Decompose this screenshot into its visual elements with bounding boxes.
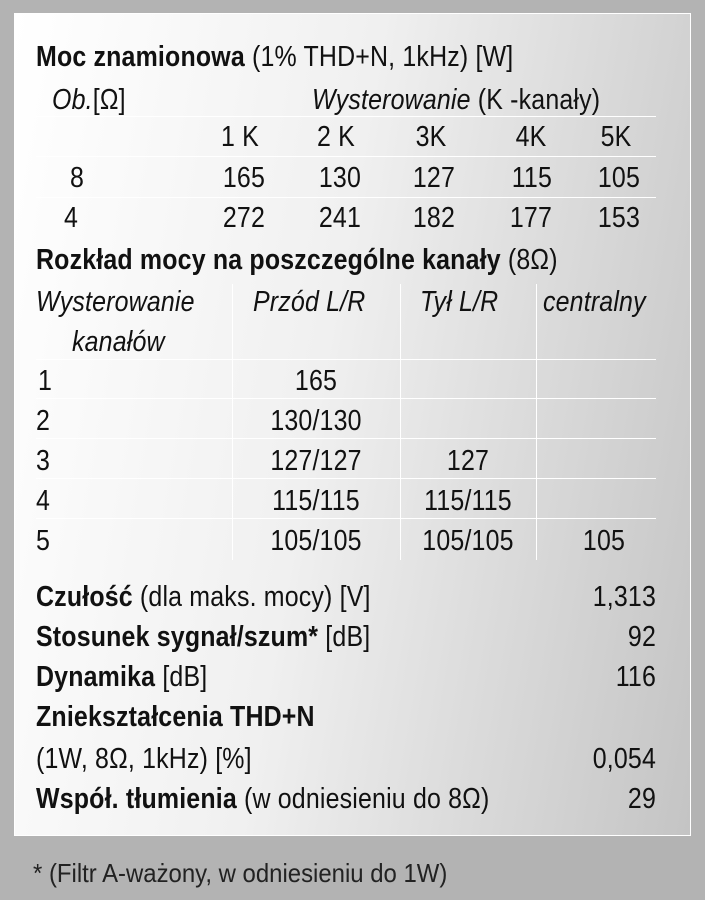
spec-dynamics [36, 660, 207, 694]
spec-thd-detail: (1W, 8Ω, 1kHz) [%] [36, 743, 252, 775]
power-title-bold: Moc znamionowa [36, 41, 245, 73]
spec-detail: (w odniesieniu do 8Ω) [236, 783, 490, 815]
dist-front: 130/130 [270, 405, 362, 437]
dist-header-rear: Tył L/R [420, 286, 499, 318]
dist-row-n: 2 [36, 405, 51, 437]
spec-label: Dynamika [36, 661, 156, 693]
load-label-italic: Ob. [52, 84, 93, 116]
power-cell: 177 [509, 202, 552, 234]
power-title-rest: (1% THD+N, 1kHz) [W] [244, 41, 514, 73]
dist-rear: 127 [446, 445, 490, 477]
rule [36, 398, 656, 399]
power-col-header: 3K [415, 121, 447, 153]
distribution-title [36, 243, 558, 277]
spec-label: Współ. tłumienia [36, 783, 237, 815]
power-row-load: 8 [70, 162, 85, 194]
rule [36, 518, 656, 519]
rule [36, 359, 656, 360]
dist-center: 105 [582, 525, 626, 557]
drive-label-rest: (K -kanały) [470, 84, 601, 116]
spec-detail: [dB] [155, 661, 208, 693]
spec-damping [36, 782, 489, 816]
power-cell: 127 [412, 162, 455, 194]
spec-detail: [dB] [318, 621, 371, 653]
power-col-header: 2 K [317, 121, 355, 153]
power-cell: 272 [222, 202, 265, 234]
rule [36, 116, 656, 117]
load-label-unit: [Ω] [92, 84, 126, 116]
spec-label: Stosunek sygnał/szum* [36, 621, 319, 653]
spec-label: Czułość [36, 581, 133, 613]
rule [36, 197, 656, 198]
dist-row-n: 1 [38, 365, 53, 397]
dist-front: 115/115 [272, 485, 360, 517]
power-cell: 241 [318, 202, 361, 234]
dist-row-n: 5 [36, 525, 51, 557]
dist-rear: 115/115 [424, 485, 512, 517]
distribution-title-rest: (8Ω) [500, 244, 558, 276]
dist-front: 105/105 [270, 525, 362, 557]
spec-sensitivity [36, 580, 371, 614]
dist-front: 127/127 [270, 445, 362, 477]
dist-front: 165 [294, 365, 338, 397]
power-col-header: 5K [600, 121, 632, 153]
footnote: * (Filtr A-ważony, w odniesieniu do 1W) [33, 858, 448, 888]
power-cell: 105 [597, 162, 640, 194]
spec-value: 92 [627, 621, 656, 653]
dist-header-center: centralny [543, 286, 646, 318]
power-row-load: 4 [64, 202, 79, 234]
power-col-header: 4K [515, 121, 547, 153]
power-load-label [52, 83, 126, 117]
power-drive-label [312, 83, 600, 117]
spec-detail: (dla maks. mocy) [V] [132, 581, 371, 613]
dist-row-n: 4 [36, 485, 51, 517]
spec-thd-label: Zniekształcenia THD+N [36, 701, 315, 733]
spec-value: 29 [627, 783, 656, 815]
power-cell: 165 [222, 162, 265, 194]
dist-header-channels: kanałów [72, 326, 165, 358]
distribution-title-bold: Rozkład mocy na poszczególne kanały [36, 244, 501, 276]
power-cell: 130 [318, 162, 361, 194]
spec-value: 0,054 [592, 743, 656, 775]
spec-snr [36, 620, 370, 654]
spec-value: 1,313 [592, 581, 656, 613]
dist-header-drive: Wysterowanie [36, 286, 195, 318]
power-col-header: 1 K [221, 121, 259, 153]
rule [36, 438, 656, 439]
rule [36, 156, 656, 157]
dist-rear: 105/105 [422, 525, 514, 557]
power-title [36, 40, 513, 74]
power-cell: 153 [597, 202, 640, 234]
drive-label-italic: Wysterowanie [312, 84, 471, 116]
dist-header-front: Przód L/R [253, 286, 366, 318]
rule [36, 478, 656, 479]
dist-row-n: 3 [36, 445, 51, 477]
power-cell: 115 [511, 162, 552, 194]
power-cell: 182 [412, 202, 455, 234]
spec-value: 116 [615, 661, 656, 693]
